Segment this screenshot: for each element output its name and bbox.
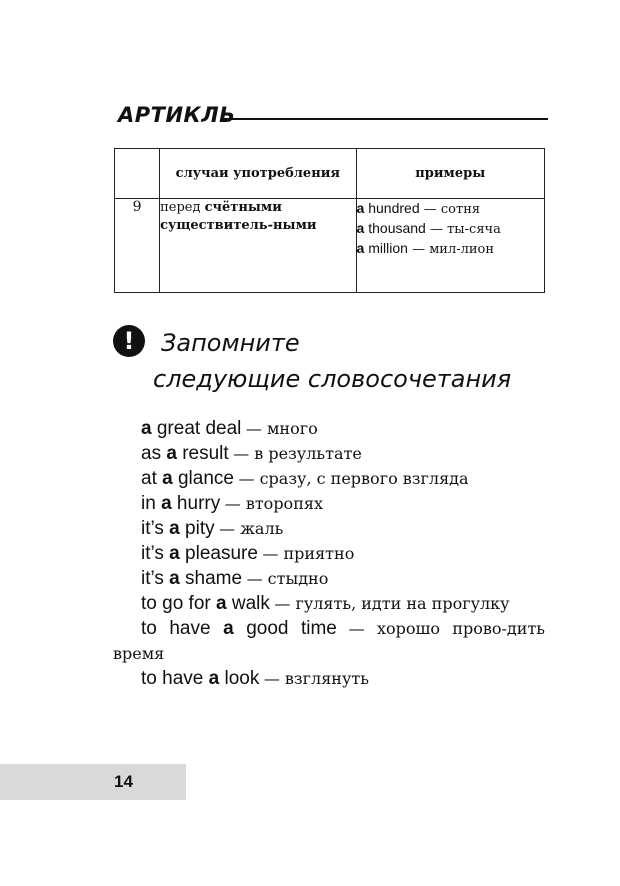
example-translation: — сотня: [423, 202, 481, 217]
example-word: million: [368, 240, 408, 256]
example-line: [357, 219, 544, 239]
example-translation: — ты-сяча: [429, 222, 501, 237]
example-line: [357, 199, 544, 219]
list-item: it’s a shame — стыдно: [141, 568, 329, 589]
memo-block: [113, 325, 553, 405]
memo-title-line1: Запомните: [161, 329, 300, 357]
exclamation-icon: !: [113, 325, 145, 357]
list-item: in a hurry — второпях: [141, 493, 323, 514]
table-header-row: [115, 149, 545, 199]
list-item: a great deal — много: [141, 418, 318, 439]
memo-title-line2: следующие словосочетания: [153, 365, 512, 393]
example-article: a: [356, 220, 365, 236]
row-case-bold: счётными существитель-ными: [160, 200, 317, 233]
row-number: 9: [115, 199, 160, 293]
example-translation: — мил-лион: [412, 242, 495, 257]
list-item: it’s a pity — жаль: [141, 518, 284, 539]
section-header: [118, 103, 548, 133]
example-word: hundred: [368, 200, 420, 216]
list-item: to have a good time — хорошо прово-дить время: [113, 618, 546, 663]
example-line: [357, 239, 544, 259]
section-title: АРТИКЛЬ: [118, 103, 236, 127]
example-article: a: [356, 240, 365, 256]
list-item: it’s a pleasure — приятно: [141, 543, 355, 564]
phrase-list: [113, 416, 545, 691]
row-case: [160, 199, 356, 293]
row-case-plain: перед: [160, 200, 205, 215]
header-examples: примеры: [356, 149, 544, 199]
example-word: thousand: [368, 220, 426, 236]
example-article: a: [356, 200, 365, 216]
usage-table: [114, 148, 545, 293]
section-rule: [221, 118, 548, 120]
header-case: случаи употребления: [160, 149, 356, 199]
header-number: [115, 149, 160, 199]
page-number-box: [0, 764, 186, 800]
table-row: [115, 199, 545, 293]
list-item: at a glance — сразу, с первого взгляда: [141, 468, 469, 489]
list-item: to have a look — взглянуть: [141, 668, 369, 689]
list-item: as a result — в результате: [141, 443, 362, 464]
page-number: 14: [114, 772, 133, 791]
list-item: to go for a walk — гулять, идти на прогулку: [141, 593, 510, 614]
row-examples: [356, 199, 544, 293]
